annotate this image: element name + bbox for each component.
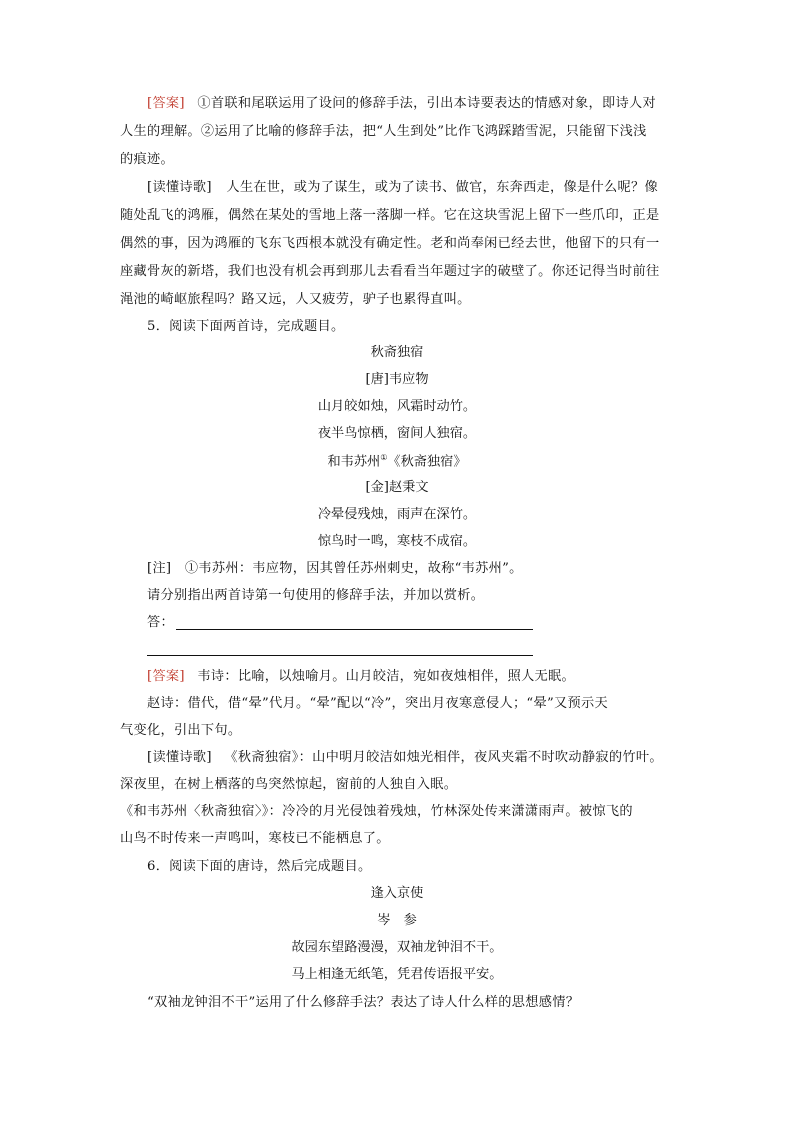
answer-label: 答： <box>147 615 174 630</box>
poem-2-title-work: 《秋斋独宿》 <box>387 454 467 470</box>
poem-2-author: [金]赵秉文 <box>365 480 429 495</box>
reading-paragraph-1-line-1 <box>147 181 658 194</box>
reading-paragraph-1-line-4: 座藏骨灰的新塔，我们也没有机会再到那儿去看看当年题过字的破壁了。你还记得当时前往 <box>120 264 660 279</box>
poem-1-author: [唐]韦应物 <box>365 372 429 387</box>
reading-paragraph-2-line-4: 山鸟不时传来一声鸣叫，寒枝已不能栖息了。 <box>120 831 390 846</box>
answer-paragraph-1-line-2: 人生的理解。②运用了比喻的修辞手法，把“人生到处”比作飞鸿踩踏雪泥，只能留下浅浅 <box>120 124 647 139</box>
poem-1-line-2: 夜半鸟惊栖，窗间人独宿。 <box>317 426 477 441</box>
reading-paragraph-1-line-5: 渑池的崎岖旅程吗？路又远，人又疲劳，驴子也累得直叫。 <box>120 292 471 307</box>
answer-paragraph-2-line-3: 气变化，引出下句。 <box>120 723 242 738</box>
answer-paragraph-2-line-2: 赵诗：借代，借“晕”代月。“晕”配以“冷”，突出月夜寒意侵人；“晕”又预示天 <box>147 696 608 711</box>
poem-2-title-text: 和韦苏州 <box>327 454 381 470</box>
reading-paragraph-2-line-2: 深夜里，在树上栖落的鸟突然惊起，窗前的人独自入眠。 <box>120 777 458 792</box>
question-5-stem: 5．阅读下面两首诗，完成题目。 <box>147 319 345 334</box>
answer-line-2[interactable] <box>147 655 533 656</box>
poem-2-line-2: 惊鸟时一鸣，寒枝不成宿。 <box>317 534 477 549</box>
answer-tag: [答案] <box>147 96 185 111</box>
poem-1-title: 秋斋独宿 <box>370 345 424 360</box>
poem-2-line-1: 冷晕侵残烛，雨声在深竹。 <box>317 507 477 522</box>
footnote-marker: ① <box>380 453 388 462</box>
poem-3-author: 岑 参 <box>377 913 417 928</box>
answer-paragraph-1-line-1 <box>147 97 656 110</box>
reading-tag-2: [读懂诗歌] <box>147 750 212 765</box>
poem-2-title <box>0 454 794 469</box>
poem-3-line-1: 故园东望路漫漫，双袖龙钟泪不干。 <box>291 940 503 955</box>
answer-text: ①首联和尾联运用了设问的修辞手法，引出本诗要表达的情感对象，即诗人对 <box>197 96 656 111</box>
reading-paragraph-1-line-3: 偶然的事，因为鸿雁的飞东飞西根本就没有确定性。老和尚奉闲已经去世，他留下的只有一 <box>120 236 660 251</box>
reading-paragraph-1-line-2: 随处乱飞的鸿雁，偶然在某处的雪地上落一落脚一样。它在这块雪泥上留下一些爪印，正是 <box>120 208 660 223</box>
reading-paragraph-2-line-3: 《和韦苏州〈秋斋独宿〉》：冷冷的月光侵蚀着残烛，竹林深处传来潇潇雨声。被惊飞的 <box>120 804 633 819</box>
footnote: [注] ①韦苏州：韦应物，因其曾任苏州刺史，故称“韦苏州”。 <box>147 561 523 576</box>
answer-tag-2: [答案] <box>147 669 185 684</box>
question-5-prompt: 请分别指出两首诗第一句使用的修辞手法，并加以赏析。 <box>147 588 485 603</box>
question-6-stem: 6．阅读下面的唐诗，然后完成题目。 <box>147 859 372 874</box>
question-6-prompt: “双袖龙钟泪不干”运用了什么修辞手法？表达了诗人什么样的思想感情？ <box>147 995 580 1010</box>
answer-paragraph-2-line-1 <box>147 670 575 683</box>
answer-line-1[interactable] <box>176 629 533 630</box>
answer-paragraph-1-line-3: 的痕迹。 <box>120 152 174 167</box>
reading-text-2: 《秋斋独宿》：山中明月皎洁如烛光相伴，夜风夹霜不时吹动静寂的竹叶。 <box>224 750 663 765</box>
poem-3-line-2: 马上相逢无纸笔，凭君传语报平安。 <box>291 967 503 982</box>
reading-paragraph-2-line-1 <box>147 751 663 764</box>
reading-tag: [读懂诗歌] <box>147 180 212 195</box>
reading-text: 人生在世，或为了谋生，或为了读书、做官，东奔西走，像是什么呢？像 <box>226 180 658 195</box>
answer-text-2: 韦诗：比喻，以烛喻月。山月皎洁，宛如夜烛相伴，照人无眠。 <box>197 669 576 684</box>
poem-1-line-1: 山月皎如烛，风霜时动竹。 <box>317 399 477 414</box>
poem-3-title: 逢入京使 <box>370 886 424 901</box>
